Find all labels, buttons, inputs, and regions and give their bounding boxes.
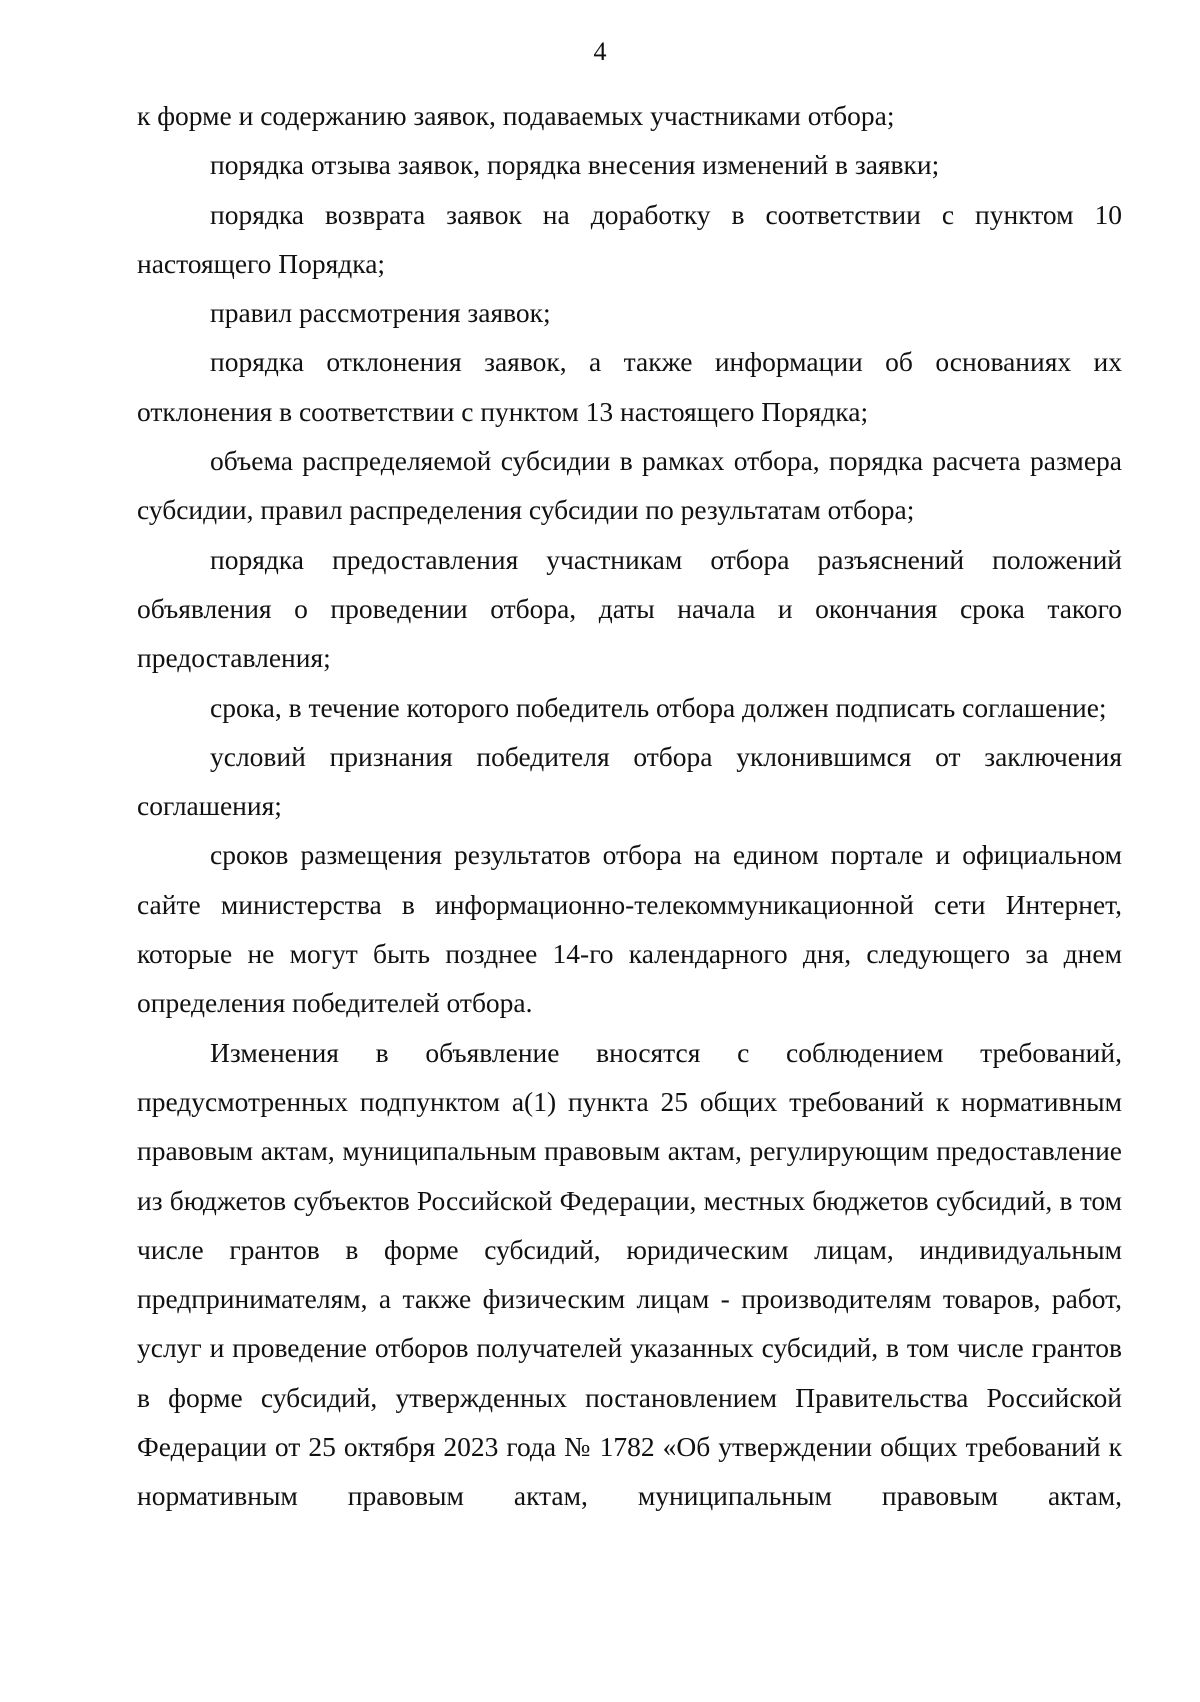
- document-body: [137, 91, 1122, 1521]
- paragraph-amendments: Изменения в объявление вносятся с соблюдением требований, предусмотренных подпунктом а(1) пункта 25 общих требований к нормативным правовым актам, муниципальным правовым актам, регулирующим предоставление из бюджетов субъектов Российской Федерации, местных бюджетов субсидий, в том числе грантов в форме субсидий, юридическим лицам, индивидуальным предпринимателям, а также физическим лицам - производителям товаров, работ, услуг и проведение отборов получателей указанных субсидий, в том числе грантов в форме субсидий, утвержденных постановлением Правительства Российской Федерации от 25 октября 2023 года № 1782 «Об утверждении общих требований к нормативным правовым актам, муниципальным правовым актам,: [137, 1036, 1122, 1512]
- paragraph-signing-term: срока, в течение которого победитель отбора должен подписать соглашение;: [210, 691, 1107, 723]
- paragraph-evasion-conditions: условий признания победителя отбора уклонившимся от заключения соглашения;: [137, 740, 1122, 822]
- paragraph-withdrawal-order: порядка отзыва заявок, порядка внесения изменений в заявки;: [210, 149, 940, 181]
- paragraph-subsidy-volume: объема распределяемой субсидии в рамках отбора, порядка расчета размера субсидии, правил распределения субсидии по результатам отбора;: [137, 445, 1122, 526]
- paragraph-form-and-content: к форме и содержанию заявок, подаваемых участниками отбора;: [137, 100, 895, 131]
- paragraph-return-order: порядка возврата заявок на доработку в соответствии с пунктом 10 настоящего Порядка;: [137, 198, 1122, 279]
- paragraph-rejection-order: порядка отклонения заявок, а также информации об основаниях их отклонения в соответствии с пунктом 13 настоящего Порядка;: [137, 346, 1122, 427]
- paragraph-publication-terms: сроков размещения результатов отбора на едином портале и официальном сайте министерства в информационно-телекоммуникационной сети Интернет, которые не могут быть позднее 14-го календарного дня, следующего за днем определения победителей отбора.: [137, 839, 1122, 1019]
- paragraph-clarifications: порядка предоставления участникам отбора разъяснений положений объявления о проведении отбора, даты начала и окончания срока такого предоставления;: [137, 543, 1122, 674]
- page-number: 4: [593, 37, 607, 66]
- paragraph-review-rules: правил рассмотрения заявок;: [210, 297, 551, 329]
